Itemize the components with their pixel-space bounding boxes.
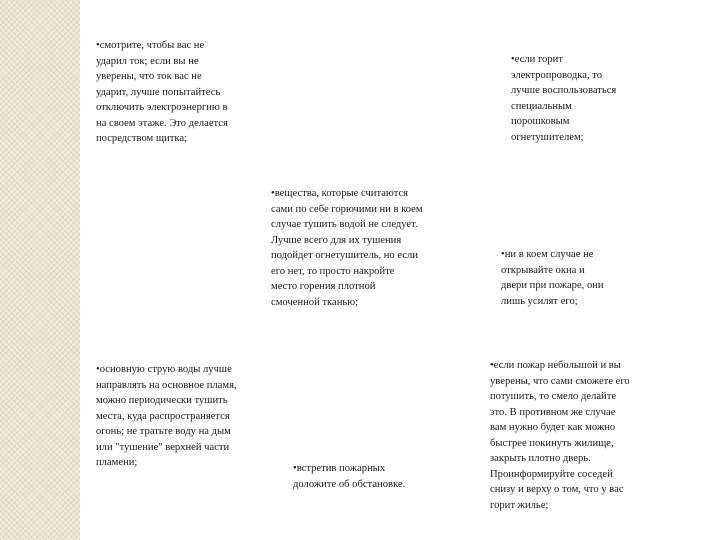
decorative-left-stripe (0, 0, 80, 540)
note-flammable-substances: •вещества, которые считаются сами по себе горючими ни в коем случае тушить водой не следует. Лучше всего для их тушения подойдет огнетушитель, но если его нет, то просто накройте место горения плотной смоченной тканью; (271, 188, 423, 308)
note-wiring-fire: •если горит электропроводка, то лучше воспользоваться специальным порошковым огнетушителем; (511, 54, 617, 143)
note-small-fire: •если пожар небольшой и вы уверены, что сами сможете его потушить, то смело делайте это. В противном же случае вам нужно будет как можно быстрее покинуть жилище, закрыть плотно дверь. Проинформируйте соседей снизу и верху о том, что у вас горит жилье; (490, 360, 630, 511)
note-firefighters: •встретив пожарных доложите об обстановке. (293, 463, 406, 490)
note-windows-doors: •ни в коем случае не открывайте окна и двери при пожаре, они лишь усилят его; (501, 249, 604, 307)
note-water-stream: •основную струю воды лучше направлять на основное пламя, можно периодически тушить места, куда распространяется огонь; не тратьте воду на дым или "тушение" верхней части пламени; (96, 364, 237, 468)
note-electric-shock: •смотрите, чтобы вас не ударил ток; если вы не уверены, что ток вас не ударит, лучше попытайтесь отключить электроэнергию в на своем этаже. Это делается посредством щитка; (96, 40, 228, 144)
